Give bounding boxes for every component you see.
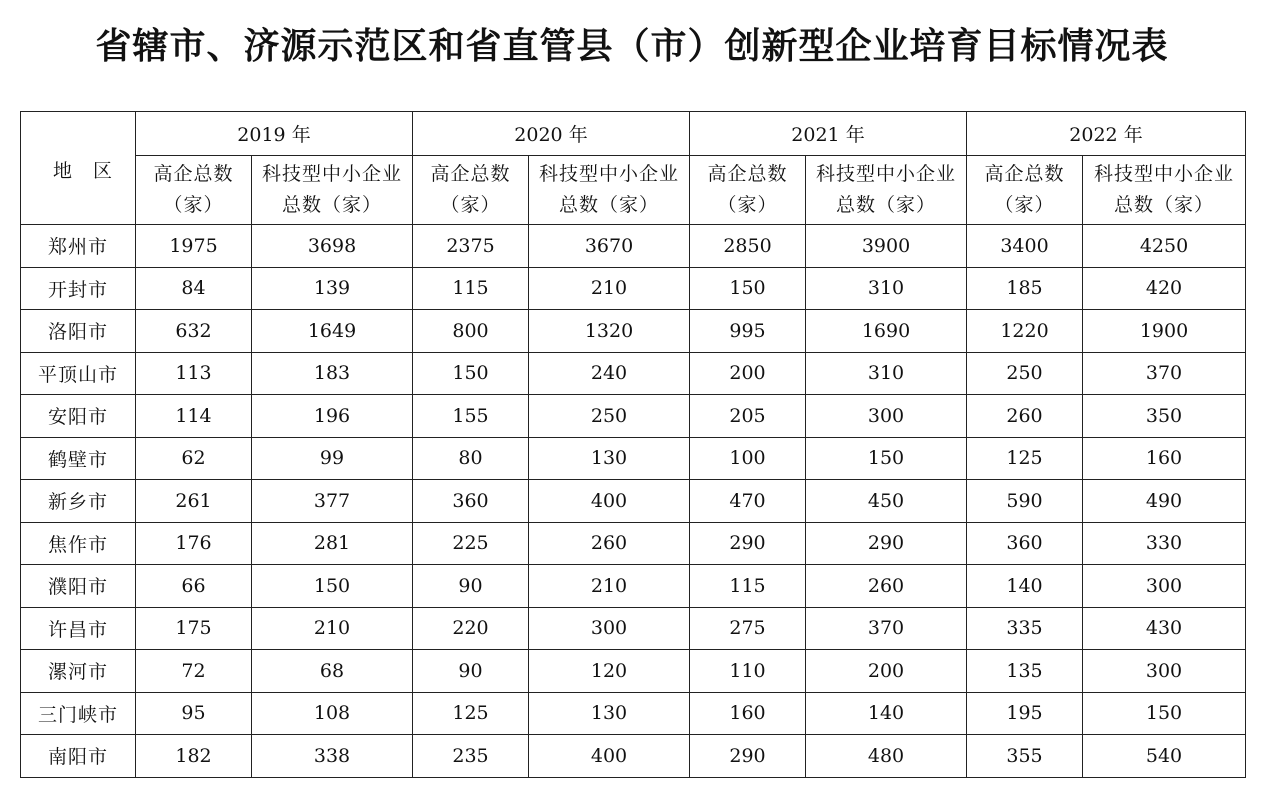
sme-count-cell: 68 [252, 650, 413, 693]
sme-count-cell: 4250 [1083, 225, 1246, 268]
sme-count-cell: 370 [806, 607, 967, 650]
area-cell: 鹤壁市 [21, 437, 136, 480]
sme-count-cell: 160 [1083, 437, 1246, 480]
high-tech-count-header-line1: 高企总数 [153, 163, 234, 185]
high-tech-count-cell: 995 [690, 310, 806, 353]
sme-count-cell: 310 [806, 352, 967, 395]
table-row [21, 395, 1246, 438]
high-tech-count-cell: 155 [413, 395, 529, 438]
table-row [21, 267, 1246, 310]
sme-count-cell: 1320 [529, 310, 690, 353]
page-title: 省辖市、济源示范区和省直管县（市）创新型企业培育目标情况表 [95, 26, 1169, 67]
table-row [21, 480, 1246, 523]
high-tech-count-header-line1: 高企总数 [430, 163, 511, 185]
sme-count-cell: 300 [529, 607, 690, 650]
high-tech-count-header-line1: 高企总数 [707, 163, 788, 185]
sme-count-cell: 490 [1083, 480, 1246, 523]
high-tech-count-cell: 205 [690, 395, 806, 438]
sme-count-cell: 150 [806, 437, 967, 480]
table-row [21, 225, 1246, 268]
high-tech-count-cell: 360 [413, 480, 529, 523]
high-tech-count-header [136, 156, 252, 225]
high-tech-count-cell: 1220 [967, 310, 1083, 353]
high-tech-count-cell: 250 [967, 352, 1083, 395]
sme-count-cell: 210 [529, 267, 690, 310]
high-tech-count-cell: 175 [136, 607, 252, 650]
sme-count-cell: 250 [529, 395, 690, 438]
high-tech-count-cell: 80 [413, 437, 529, 480]
sme-count-header [529, 156, 690, 225]
sme-count-cell: 108 [252, 692, 413, 735]
area-cell: 许昌市 [21, 607, 136, 650]
sme-count-cell: 210 [252, 607, 413, 650]
high-tech-count-header-line2: （家） [440, 194, 501, 216]
high-tech-count-cell: 95 [136, 692, 252, 735]
table-row [21, 437, 1246, 480]
sme-count-cell: 183 [252, 352, 413, 395]
area-cell: 平顶山市 [21, 352, 136, 395]
sme-count-header-line1: 科技型中小企业 [261, 163, 402, 185]
sme-count-cell: 130 [529, 437, 690, 480]
sme-count-cell: 281 [252, 522, 413, 565]
sme-count-cell: 210 [529, 565, 690, 608]
sme-count-cell: 450 [806, 480, 967, 523]
sme-count-cell: 140 [806, 692, 967, 735]
sme-count-cell: 99 [252, 437, 413, 480]
sme-count-cell: 130 [529, 692, 690, 735]
sme-count-header-line2: 总数（家） [558, 194, 659, 216]
high-tech-count-cell: 90 [413, 565, 529, 608]
sme-count-cell: 338 [252, 735, 413, 778]
high-tech-count-header-line2: （家） [163, 194, 224, 216]
high-tech-count-cell: 62 [136, 437, 252, 480]
sme-count-cell: 1900 [1083, 310, 1246, 353]
sme-count-cell: 139 [252, 267, 413, 310]
high-tech-count-cell: 290 [690, 735, 806, 778]
high-tech-count-cell: 470 [690, 480, 806, 523]
sme-count-cell: 1649 [252, 310, 413, 353]
high-tech-count-cell: 140 [967, 565, 1083, 608]
area-cell: 新乡市 [21, 480, 136, 523]
high-tech-count-header [413, 156, 529, 225]
area-cell: 三门峡市 [21, 692, 136, 735]
sme-count-header-line2: 总数（家） [281, 194, 382, 216]
sme-count-cell: 480 [806, 735, 967, 778]
high-tech-count-cell: 185 [967, 267, 1083, 310]
high-tech-count-header [967, 156, 1083, 225]
area-cell: 南阳市 [21, 735, 136, 778]
target-table [20, 111, 1246, 778]
high-tech-count-cell: 115 [413, 267, 529, 310]
high-tech-count-cell: 275 [690, 607, 806, 650]
sme-count-header [252, 156, 413, 225]
high-tech-count-cell: 114 [136, 395, 252, 438]
sme-count-header-line2: 总数（家） [835, 194, 936, 216]
table-row [21, 735, 1246, 778]
sme-count-cell: 260 [806, 565, 967, 608]
high-tech-count-cell: 261 [136, 480, 252, 523]
sme-count-cell: 240 [529, 352, 690, 395]
high-tech-count-cell: 115 [690, 565, 806, 608]
high-tech-count-cell: 225 [413, 522, 529, 565]
area-cell: 濮阳市 [21, 565, 136, 608]
high-tech-count-cell: 220 [413, 607, 529, 650]
table-row [21, 522, 1246, 565]
table-row [21, 607, 1246, 650]
sme-count-cell: 300 [1083, 565, 1246, 608]
sme-count-cell: 350 [1083, 395, 1246, 438]
area-header: 地 区 [21, 112, 136, 225]
high-tech-count-cell: 182 [136, 735, 252, 778]
sme-count-cell: 3900 [806, 225, 967, 268]
table-header [21, 112, 1246, 225]
high-tech-count-cell: 150 [690, 267, 806, 310]
sme-count-cell: 290 [806, 522, 967, 565]
high-tech-count-cell: 2375 [413, 225, 529, 268]
sme-count-cell: 260 [529, 522, 690, 565]
sme-count-cell: 400 [529, 735, 690, 778]
high-tech-count-cell: 195 [967, 692, 1083, 735]
high-tech-count-cell: 3400 [967, 225, 1083, 268]
sme-count-header-line1: 科技型中小企业 [815, 163, 956, 185]
sme-count-cell: 120 [529, 650, 690, 693]
table-row [21, 310, 1246, 353]
sme-count-cell: 310 [806, 267, 967, 310]
high-tech-count-cell: 355 [967, 735, 1083, 778]
high-tech-count-cell: 135 [967, 650, 1083, 693]
table-row [21, 352, 1246, 395]
sme-count-cell: 430 [1083, 607, 1246, 650]
sub-header-row [21, 156, 1246, 225]
high-tech-count-cell: 125 [967, 437, 1083, 480]
sme-count-cell: 300 [1083, 650, 1246, 693]
area-cell: 开封市 [21, 267, 136, 310]
high-tech-count-cell: 290 [690, 522, 806, 565]
high-tech-count-cell: 84 [136, 267, 252, 310]
table-body [21, 225, 1246, 778]
high-tech-count-cell: 110 [690, 650, 806, 693]
high-tech-count-cell: 160 [690, 692, 806, 735]
sme-count-cell: 150 [252, 565, 413, 608]
area-cell: 漯河市 [21, 650, 136, 693]
year-header: 2019 年 [136, 112, 413, 156]
high-tech-count-cell: 113 [136, 352, 252, 395]
high-tech-count-cell: 72 [136, 650, 252, 693]
area-cell: 安阳市 [21, 395, 136, 438]
area-cell: 郑州市 [21, 225, 136, 268]
sme-count-cell: 377 [252, 480, 413, 523]
year-header: 2020 年 [413, 112, 690, 156]
sme-count-header-line1: 科技型中小企业 [538, 163, 679, 185]
high-tech-count-cell: 590 [967, 480, 1083, 523]
high-tech-count-header-line2: （家） [994, 194, 1055, 216]
sme-count-header [1083, 156, 1246, 225]
area-cell: 洛阳市 [21, 310, 136, 353]
sme-count-cell: 3698 [252, 225, 413, 268]
sme-count-header-line1: 科技型中小企业 [1093, 163, 1234, 185]
year-header: 2021 年 [690, 112, 967, 156]
sme-count-cell: 400 [529, 480, 690, 523]
area-cell: 焦作市 [21, 522, 136, 565]
high-tech-count-header [690, 156, 806, 225]
high-tech-count-cell: 150 [413, 352, 529, 395]
sme-count-cell: 1690 [806, 310, 967, 353]
high-tech-count-cell: 632 [136, 310, 252, 353]
sme-count-header-line2: 总数（家） [1113, 194, 1214, 216]
sme-count-cell: 200 [806, 650, 967, 693]
sme-count-cell: 196 [252, 395, 413, 438]
high-tech-count-cell: 2850 [690, 225, 806, 268]
sme-count-cell: 370 [1083, 352, 1246, 395]
sme-count-header [806, 156, 967, 225]
high-tech-count-header-line1: 高企总数 [984, 163, 1065, 185]
sme-count-cell: 150 [1083, 692, 1246, 735]
high-tech-count-cell: 125 [413, 692, 529, 735]
high-tech-count-header-line2: （家） [717, 194, 778, 216]
sme-count-cell: 3670 [529, 225, 690, 268]
high-tech-count-cell: 360 [967, 522, 1083, 565]
high-tech-count-cell: 335 [967, 607, 1083, 650]
sme-count-cell: 330 [1083, 522, 1246, 565]
high-tech-count-cell: 800 [413, 310, 529, 353]
high-tech-count-cell: 1975 [136, 225, 252, 268]
table-row [21, 650, 1246, 693]
high-tech-count-cell: 200 [690, 352, 806, 395]
high-tech-count-cell: 235 [413, 735, 529, 778]
table-row [21, 692, 1246, 735]
table-row [21, 565, 1246, 608]
high-tech-count-cell: 90 [413, 650, 529, 693]
high-tech-count-cell: 176 [136, 522, 252, 565]
high-tech-count-cell: 260 [967, 395, 1083, 438]
year-header: 2022 年 [967, 112, 1246, 156]
high-tech-count-cell: 66 [136, 565, 252, 608]
sme-count-cell: 300 [806, 395, 967, 438]
sme-count-cell: 420 [1083, 267, 1246, 310]
sme-count-cell: 540 [1083, 735, 1246, 778]
high-tech-count-cell: 100 [690, 437, 806, 480]
